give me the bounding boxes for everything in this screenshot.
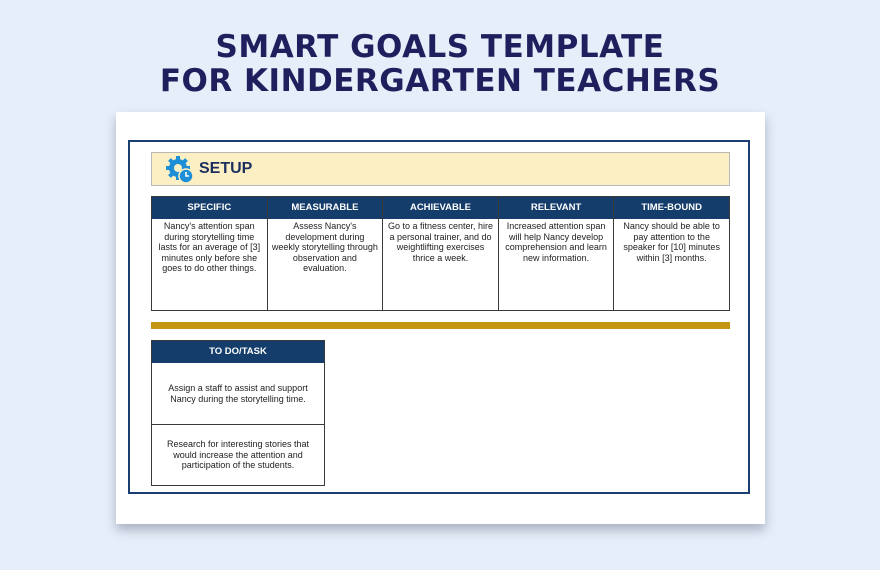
column-header: MEASURABLE [268,197,383,219]
todo-header: TO DO/TASK [152,341,324,363]
column-text: Nancy should be able to pay attention to the speaker for [10] minutes within [3] months. [623,221,720,263]
todo-table [151,340,325,486]
column-text: Increased attention span will help Nancy develop comprehension and learn new information. [505,221,607,263]
task-item: Research for interesting stories that would increase the attention and participation of the students. [152,424,324,485]
column-relevant [499,197,615,310]
column-text: Assess Nancy's development during weekly storytelling through observation and evaluation. [271,221,378,273]
divider-bar [151,322,730,329]
gear-clock-icon [165,155,195,185]
column-header: SPECIFIC [152,197,267,219]
task-item: Assign a staff to assist and support Nancy during the storytelling time. [168,383,308,404]
page-title-line-1: SMART GOALS TEMPLATE [215,29,665,65]
column-header: RELEVANT [499,197,614,219]
setup-banner [151,152,730,186]
page-title-line-2: FOR KINDERGARTEN TEACHERS [159,63,721,99]
column-header: TIME-BOUND [614,197,729,219]
column-time-bound [614,197,729,310]
setup-label: SETUP [199,160,253,177]
column-achievable [383,197,499,310]
column-text: Go to a fitness center, hire a personal trainer, and do weightlifting exercises thrice a week. [387,221,494,263]
column-specific [152,197,268,310]
template-sheet [116,112,765,524]
column-measurable [268,197,384,310]
column-header: ACHIEVABLE [383,197,498,219]
column-text: Nancy's attention span during storytelling time lasts for an average of [3] minutes only before she goes to do other things. [158,221,261,273]
smart-goals-table [151,196,730,311]
